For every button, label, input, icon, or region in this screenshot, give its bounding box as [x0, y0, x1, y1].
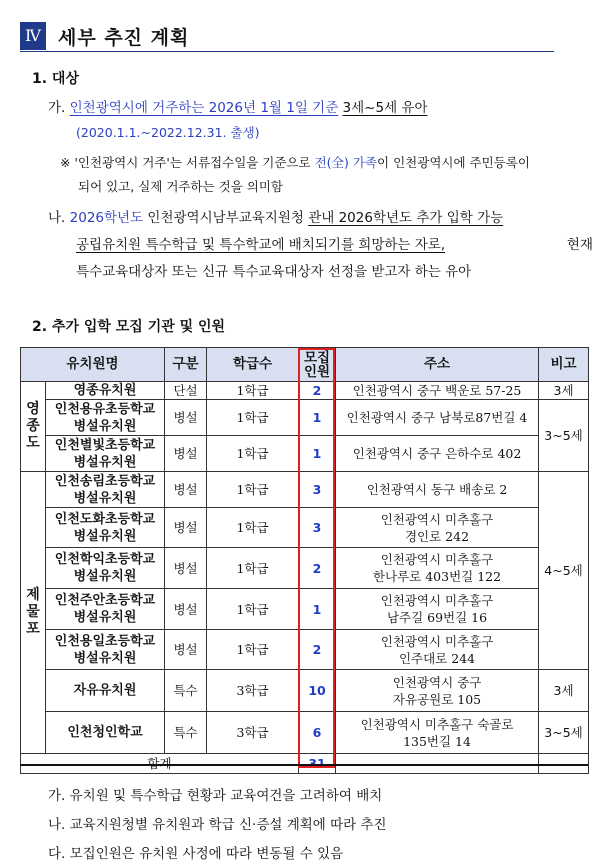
classes-cell: 1학급: [207, 548, 299, 589]
type-cell: 특수: [165, 670, 207, 712]
recruit-cell: 1: [299, 589, 336, 630]
table-row: [21, 589, 589, 630]
kindergarten-name: 영종유치원: [46, 382, 165, 400]
type-cell: 병설: [165, 436, 207, 472]
type-cell: 병설: [165, 472, 207, 508]
table-row: [21, 382, 589, 400]
section-rule: [20, 51, 554, 52]
item-b-line2-end: 현재: [566, 237, 593, 253]
recruit-table: [20, 347, 589, 774]
note-post: 이 인천광역시에 주민등록이: [377, 155, 530, 170]
classes-cell: 1학급: [207, 508, 299, 548]
col-header-type: 구분: [165, 348, 207, 382]
heading-recruit: 2. 추가 입학 모집 기관 및 인원: [32, 319, 226, 335]
item-a-rest: 3세~5세 유아: [342, 100, 428, 116]
address-cell: 인천광역시 미추홀구 남주길 69번길 16: [336, 589, 539, 630]
section-header: [20, 22, 554, 52]
section-number: Ⅳ: [20, 22, 46, 50]
item-b-prefix: 나.: [48, 210, 66, 226]
table-row: [21, 548, 589, 589]
address-cell: 인천광역시 미추홀구 숙골로 135번길 14: [336, 712, 539, 754]
table-row: [21, 436, 589, 472]
classes-cell: 3학급: [207, 670, 299, 712]
address-cell: 인천광역시 미추홀구 경인로 242: [336, 508, 539, 548]
classes-cell: 1학급: [207, 589, 299, 630]
recruit-cell: 3: [299, 472, 336, 508]
col-header-classes: 학급수: [207, 348, 299, 382]
item-b-mid: 인천광역시남부교육지원청: [147, 210, 304, 226]
classes-cell: 1학급: [207, 630, 299, 670]
item-a-prefix: 가.: [48, 100, 66, 116]
footer-note-2: 나. 교육지원청별 유치원과 학급 신·증설 계획에 따라 추진: [48, 817, 387, 833]
address-cell: 인천광역시 미추홀구 인주대로 244: [336, 630, 539, 670]
classes-cell: 1학급: [207, 400, 299, 436]
item-b-line3: 특수교육대상자 또는 신규 특수교육대상자 선정을 받고자 하는 유아: [76, 264, 472, 280]
item-a-link: 인천광역시에 거주하는 2026년 1월 1일 기준: [69, 100, 339, 116]
recruit-cell: 1: [299, 436, 336, 472]
footer-note-1: 가. 유치원 및 특수학급 현황과 교육여건을 고려하여 배치: [48, 788, 383, 804]
note: [60, 153, 530, 171]
classes-cell: 1학급: [207, 436, 299, 472]
type-cell: 병설: [165, 630, 207, 670]
note-cell: 3세: [539, 382, 589, 400]
kindergarten-name: 인천청인학교: [46, 712, 165, 754]
table-row: [21, 670, 589, 712]
address-cell: 인천광역시 미추홀구 한나루로 403번길 122: [336, 548, 539, 589]
note-line2: 되어 있고, 실제 거주하는 것을 의미함: [78, 179, 283, 194]
recruit-cell: 2: [299, 630, 336, 670]
kindergarten-name: 인천용일초등학교 병설유치원: [46, 630, 165, 670]
recruit-cell: 10: [299, 670, 336, 712]
recruit-cell: 6: [299, 712, 336, 754]
item-b-line2: [76, 233, 593, 253]
region-yeongjong: 영 종 도: [21, 382, 46, 472]
col-header-recruit: 모집 인원: [299, 348, 336, 382]
note-cell: 3~5세: [539, 400, 589, 472]
recruit-cell: 2: [299, 382, 336, 400]
classes-cell: 1학급: [207, 382, 299, 400]
table-row: [21, 472, 589, 508]
classes-cell: 3학급: [207, 712, 299, 754]
kindergarten-name: 인천별빛초등학교 병설유치원: [46, 436, 165, 472]
col-header-note: 비고: [539, 348, 589, 382]
kindergarten-name: 인천송림초등학교 병설유치원: [46, 472, 165, 508]
recruit-cell: 1: [299, 400, 336, 436]
item-b-ul: 관내 2026학년도 추가 입학 가능: [308, 210, 504, 226]
footer-note-3: 다. 모집인원은 유치원 사정에 따라 변동될 수 있음: [48, 846, 344, 862]
kindergarten-name: 인천학익초등학교 병설유치원: [46, 548, 165, 589]
type-cell: 병설: [165, 508, 207, 548]
table-row: [21, 508, 589, 548]
col-header-address: 주소: [336, 348, 539, 382]
note-pre: '인천광역시 거주'는 서류접수일을 기준으로: [74, 155, 315, 170]
heading-target: 1. 대상: [32, 71, 79, 87]
item-b: [48, 206, 593, 226]
note-mark: ※: [60, 155, 71, 170]
note-blue: 전(全) 가족: [314, 155, 378, 170]
address-cell: 인천광역시 중구 은하수로 402: [336, 436, 539, 472]
col-header-name: 유치원명: [21, 348, 165, 382]
note-cell: 3세: [539, 670, 589, 712]
type-cell: 병설: [165, 548, 207, 589]
note-cell: 3~5세: [539, 712, 589, 754]
type-cell: 병설: [165, 400, 207, 436]
table-row: [21, 400, 589, 436]
type-cell: 병설: [165, 589, 207, 630]
address-cell: 인천광역시 중구 남북로87번길 4: [336, 400, 539, 436]
address-cell: 인천광역시 중구 자유공원로 105: [336, 670, 539, 712]
kindergarten-name: 인천용유초등학교 병설유치원: [46, 400, 165, 436]
item-b-blue: 2026학년도: [69, 210, 144, 226]
kindergarten-name: 자유유치원: [46, 670, 165, 712]
recruit-cell: 2: [299, 548, 336, 589]
recruit-cell: 3: [299, 508, 336, 548]
item-b-line2-text: 공립유치원 특수학급 및 특수학교에 배치되기를 희망하는 자로,: [76, 237, 446, 253]
note-cell: 4~5세: [539, 472, 589, 670]
type-cell: 특수: [165, 712, 207, 754]
item-a: [48, 96, 428, 116]
kindergarten-name: 인천도화초등학교 병설유치원: [46, 508, 165, 548]
section-title: 세부 추진 계획: [58, 27, 190, 49]
address-cell: 인천광역시 동구 배송로 2: [336, 472, 539, 508]
item-a-birth: (2020.1.1.~2022.12.31. 출생): [76, 125, 260, 140]
region-jemulpo: 제 물 포: [21, 472, 46, 754]
type-cell: 단설: [165, 382, 207, 400]
address-cell: 인천광역시 중구 백운로 57-25: [336, 382, 539, 400]
table-row: [21, 630, 589, 670]
table-row: [21, 712, 589, 754]
kindergarten-name: 인천주안초등학교 병설유치원: [46, 589, 165, 630]
table-bottom-rule: [20, 764, 588, 766]
classes-cell: 1학급: [207, 472, 299, 508]
